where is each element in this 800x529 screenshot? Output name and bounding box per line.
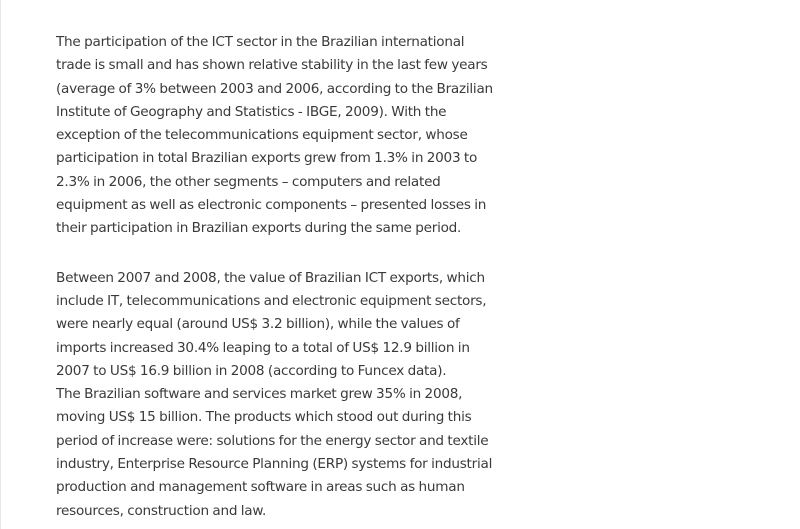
article-body bbox=[56, 31, 501, 523]
paragraph-ict-exports-imports: Between 2007 and 2008, the value of Brazilian ICT exports, which include IT, telecommunications and electronic equipment sectors, were nearly equal (around US$ 3.2 billion), while the values of imports increased 30.4% leaping to a total of US$ 12.9 billion in 2007 to US$ 16.9 billion in 2008 (according to Funcex data). bbox=[56, 269, 487, 379]
paragraph-ict-trade-participation: The participation of the ICT sector in the Brazilian international trade is small and has shown relative stability in the last few years (average of 3% between 2003 and 2006, according to the Brazilian Institute of Geography and Statistics - IBGE, 2009). With the exception of the telecommunications equipment sector, whose participation in total Brazilian exports grew from 1.3% in 2003 to 2.3% in 2006, the other segments – computers and related equipment as well as electronic components – presented losses in their participation in Brazilian exports during the same period. bbox=[56, 34, 493, 237]
page-left-border bbox=[0, 0, 1, 529]
paragraph-software-services-market: The Brazilian software and services market grew 35% in 2008, moving US$ 15 billion. The products which stood out during this period of increase were: solutions for the energy sector and textile industry, Enterprise Resource Planning (ERP) systems for industrial production and management software in areas such as human resources, construction and law. bbox=[56, 386, 493, 519]
